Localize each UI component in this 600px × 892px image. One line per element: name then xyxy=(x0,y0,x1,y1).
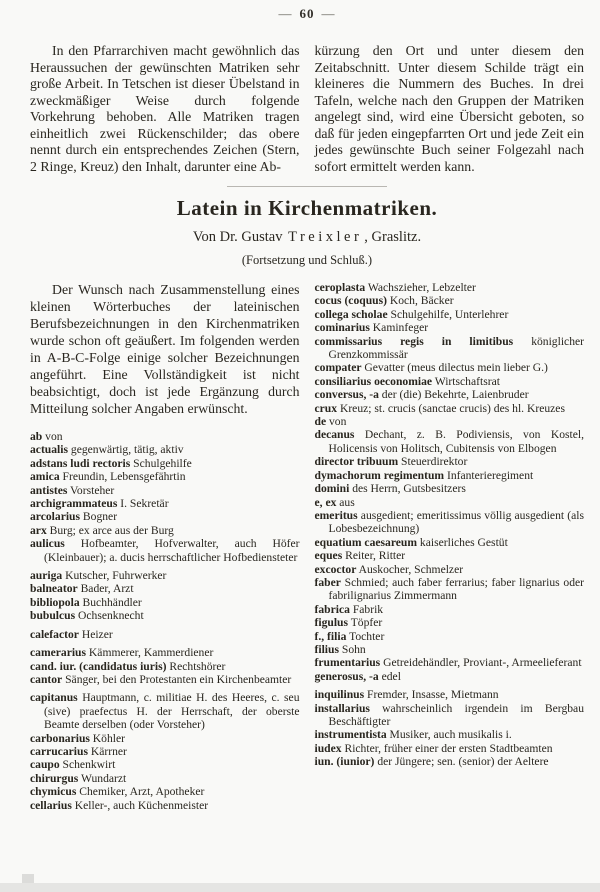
glossary-entry xyxy=(30,524,300,537)
latin-term: eques xyxy=(314,549,343,563)
latin-term: cellarius xyxy=(30,798,72,812)
german-definition: Bogner xyxy=(80,510,118,524)
latin-term: generosus, -a xyxy=(314,669,379,683)
german-definition: Hauptmann, c. militiae H. des Heeres, c. seu (sive) praefectus H. der Herrschaft, der oberste Beamte derselben (oder Vorsteher) xyxy=(44,691,300,732)
latin-term: conversus, -a xyxy=(314,388,379,402)
continuation-note: (Fortsetzung und Schluß.) xyxy=(241,253,373,267)
glossary-entry xyxy=(30,646,300,659)
glossary-entry xyxy=(30,470,300,483)
german-definition: der (die) Bekehrte, Laienbruder xyxy=(378,388,529,402)
page-number: 60 xyxy=(299,6,315,21)
german-definition: Töpfer xyxy=(348,616,383,630)
glossary-entries-left xyxy=(30,430,300,812)
glossary-entry xyxy=(315,702,585,729)
german-definition: Kreuz; st. crucis (sanctae crucis) des hl. Kreuzes xyxy=(337,401,565,415)
german-definition: Reiter, Ritter xyxy=(342,549,406,563)
german-definition: Musiker, auch musikalis i. xyxy=(386,728,512,742)
section-divider xyxy=(227,186,387,187)
german-definition: Chemiker, Arzt, Apotheker xyxy=(76,785,205,799)
glossary-entry xyxy=(315,428,585,455)
latin-term: collega scholae xyxy=(314,307,388,321)
german-definition: Richter, früher einer der ersten Stadtbeamten xyxy=(341,741,553,755)
glossary-entry xyxy=(30,660,300,673)
german-definition: Steuerdirektor xyxy=(398,455,468,469)
latin-term: bubulcus xyxy=(30,609,76,623)
glossary-entry xyxy=(30,484,300,497)
latin-term: caupo xyxy=(30,758,60,772)
latin-term: antistes xyxy=(30,483,68,497)
page-header xyxy=(30,6,584,22)
latin-term: decanus xyxy=(314,428,355,442)
glossary-entry xyxy=(315,742,585,755)
german-definition: Freundin, Lebensgefährtin xyxy=(59,470,186,484)
glossary-entry xyxy=(315,630,585,643)
latin-term: chymicus xyxy=(30,785,77,799)
latin-term: balneator xyxy=(30,582,78,596)
latin-term: emeritus xyxy=(314,508,358,522)
german-definition: des Herrn, Gutsbesitzers xyxy=(349,482,466,496)
glossary-entry xyxy=(315,415,585,428)
glossary-entry xyxy=(30,443,300,456)
german-definition: ausgedient; emeritissimus völlig ausgedient (als Lobesbezeichnung) xyxy=(328,508,584,536)
german-definition: I. Sekretär xyxy=(117,497,169,511)
latin-term: adstans ludi rectoris xyxy=(30,456,131,470)
glossary-entry xyxy=(315,308,585,321)
german-definition: Keller-, auch Küchenmeister xyxy=(71,798,209,812)
glossary-entry xyxy=(315,728,585,741)
latin-term: capitanus xyxy=(30,691,78,705)
latin-term: archigrammateus xyxy=(30,497,118,511)
author-name: Treixler xyxy=(288,229,363,245)
german-definition: Schenkwirt xyxy=(59,758,116,772)
glossary-entry xyxy=(30,732,300,745)
glossary-entry xyxy=(30,537,300,564)
german-definition: von xyxy=(326,415,347,429)
latin-term: consiliarius oeconomiae xyxy=(314,374,433,388)
scan-bottom-edge xyxy=(0,883,600,892)
latin-term: camerarius xyxy=(30,646,87,660)
latin-term: ab xyxy=(30,430,43,443)
top-right-paragraph: kürzung den Ort und unter diesem den Zeitabschnitt. Unter diesem Schilde trägt ein kleineres die Nummern des Buches. In drei Tafeln, welche nach den Gruppen der Matriken angelegt sind, wird eine Übersicht geboten, so daß für jeden eingepfarrten Ort und jede Zeit ein jedes gewünschte Buch seiner Folgezahl nach sofort ermittelt werden kann. xyxy=(314,43,584,174)
latin-term: arcolarius xyxy=(30,510,81,524)
glossary-entry xyxy=(315,375,585,388)
german-definition: edel xyxy=(378,669,401,683)
glossary-entry xyxy=(30,799,300,812)
german-definition: Sänger, bei den Protestanten ein Kirchenbeamter xyxy=(62,672,292,686)
previous-article-continuation xyxy=(30,43,584,175)
german-definition: Fremder, Insasse, Mietmann xyxy=(364,688,499,702)
glossary-entry xyxy=(315,509,585,536)
byline-prefix: Von Dr. Gustav xyxy=(192,229,287,245)
german-definition: Koch, Bäcker xyxy=(386,294,454,308)
german-definition: Burg; ex arce aus der Burg xyxy=(46,523,174,537)
german-definition: Köhler xyxy=(89,731,125,745)
glossary-entry xyxy=(315,670,585,683)
german-definition: Hofbeamter, Hofverwalter, auch Höfer (Kleinbauer); a. ducis herrschaftlicher Hofbediensteter xyxy=(44,537,300,564)
german-definition: Getreidehändler, Proviant-, Armeelieferant xyxy=(380,656,582,670)
german-definition: Bader, Arzt xyxy=(77,582,134,596)
german-definition: königlicher Grenzkommissär xyxy=(328,334,584,362)
latin-term: auriga xyxy=(30,569,63,583)
german-definition: Heizer xyxy=(78,627,113,641)
article-title: Latein in Kirchenmatriken. xyxy=(176,196,438,220)
latin-term: bibliopola xyxy=(30,595,80,609)
latin-term: inquilinus xyxy=(314,688,365,702)
article-byline xyxy=(30,229,584,246)
glossary-entry xyxy=(30,745,300,758)
glossary-entries-right xyxy=(315,281,585,769)
latin-term: actualis xyxy=(30,443,69,457)
latin-term: iudex xyxy=(314,741,342,755)
glossary-entry xyxy=(30,785,300,798)
glossary-entry xyxy=(315,335,585,362)
glossary-entry xyxy=(30,497,300,510)
glossary-entry xyxy=(315,281,585,294)
latin-term: excoctor xyxy=(314,562,357,576)
page-number-dash-left: — xyxy=(278,6,293,21)
german-definition: kaiserliches Gestüt xyxy=(417,535,508,549)
latin-term: iun. (iunior) xyxy=(314,755,375,769)
glossary-entry xyxy=(30,569,300,582)
latin-term: dymachorum regimentum xyxy=(314,468,445,482)
latin-term: installarius xyxy=(314,701,370,715)
latin-term: chirurgus xyxy=(30,771,79,785)
glossary-entry xyxy=(315,549,585,562)
german-definition: Schmied; auch faber ferrarius; faber lignarius oder fabrilignarius Zimmermann xyxy=(328,575,584,603)
glossary-entry xyxy=(315,616,585,629)
glossary-entry xyxy=(315,603,585,616)
latin-term: domini xyxy=(314,482,350,496)
german-definition: Schulgehilfe xyxy=(130,456,192,470)
german-definition: aus xyxy=(336,495,355,509)
german-definition: Vorsteher xyxy=(67,483,115,497)
latin-term: cocus (coquus) xyxy=(314,294,387,308)
glossary-entry xyxy=(30,628,300,641)
german-definition: Wachszieher, Lebzelter xyxy=(365,281,476,294)
german-definition: Kutscher, Fuhrwerker xyxy=(62,569,167,583)
glossary-entry xyxy=(315,469,585,482)
german-definition: Rechtshörer xyxy=(166,659,226,673)
glossary-entry xyxy=(315,361,585,374)
glossary-entry xyxy=(315,688,585,701)
german-definition: Sohn xyxy=(338,642,366,656)
glossary-entry xyxy=(315,576,585,603)
latin-term: figulus xyxy=(314,616,349,630)
glossary-entry xyxy=(30,582,300,595)
glossary-entry xyxy=(315,536,585,549)
german-definition: Wundarzt xyxy=(78,771,127,785)
german-definition: Ochsenknecht xyxy=(75,609,144,623)
german-definition: Kärrner xyxy=(87,744,127,758)
glossary-entry xyxy=(30,772,300,785)
latin-term: carbonarius xyxy=(30,731,90,745)
glossary-entry xyxy=(315,294,585,307)
latin-term: crux xyxy=(314,401,338,415)
glossary-entry xyxy=(315,402,585,415)
latin-term: cand. iur. (candidatus iuris) xyxy=(30,659,167,673)
latin-term: calefactor xyxy=(30,627,79,641)
latin-term: compater xyxy=(314,361,362,375)
glossary-entry xyxy=(30,510,300,523)
glossary-entry xyxy=(30,758,300,771)
top-left-paragraph: In den Pfarrarchiven macht gewöhnlich das Heraussuchen der gewünschten Matriken sehr große Arbeit. In Tetschen ist dieser Übelstand in zweckmäßiger Weise durch folgende Vorkehrung behoben. Alle Matriken tragen einheitlich zwei Rückenschilder; das obere nennt durch ein entsprechendes Zeichen (Stern, 2 Ringe, Kreuz) den Inhalt, darunter eine Ab- xyxy=(30,43,300,174)
glossary-entry xyxy=(315,321,585,334)
page-number-dash-right: — xyxy=(321,6,336,21)
glossary-right-column xyxy=(315,281,585,812)
glossary-entry xyxy=(30,457,300,470)
latin-term: f., filia xyxy=(314,629,347,643)
german-definition: Kaminfeger xyxy=(369,321,429,335)
german-definition: Schulgehilfe, Unterlehrer xyxy=(387,307,509,321)
glossary-entry xyxy=(30,673,300,686)
latin-term: ceroplasta xyxy=(314,281,366,294)
german-definition: Fabrik xyxy=(349,602,384,616)
latin-term: instrumentista xyxy=(314,728,387,742)
german-definition: Gevatter (meus dilectus mein lieber G.) xyxy=(361,361,548,375)
latin-term: cantor xyxy=(30,672,63,686)
german-definition: wahrscheinlich irgendein im Bergbau Beschäftigter xyxy=(328,701,584,728)
german-definition: Kämmerer, Kammerdiener xyxy=(86,646,214,660)
glossary-entry xyxy=(315,482,585,495)
german-definition: Auskocher, Schmelzer xyxy=(356,562,464,576)
latin-term: e, ex xyxy=(314,495,337,509)
latin-term: director tribuum xyxy=(314,455,399,469)
glossary-entry xyxy=(30,596,300,609)
latin-term: cominarius xyxy=(314,321,370,335)
german-definition: Dechant, z. B. Podiviensis, von Kostel, Holicensis von Holitsch, Cubitensis von Elbogen xyxy=(328,428,584,455)
glossary-entry xyxy=(315,643,585,656)
glossary-entry xyxy=(315,656,585,669)
glossary-columns xyxy=(30,281,584,812)
latin-term: fabrica xyxy=(314,602,350,616)
glossary-left-column xyxy=(30,281,300,812)
latin-term: equatium caesareum xyxy=(314,535,418,549)
german-definition: von xyxy=(42,430,63,443)
german-definition: Wirtschaftsrat xyxy=(432,374,500,388)
latin-term: frumentarius xyxy=(314,656,381,670)
german-definition: Infanterieregiment xyxy=(444,468,534,482)
german-definition: Tochter xyxy=(346,629,385,643)
glossary-entry xyxy=(30,430,300,443)
latin-term: aulicus xyxy=(30,537,65,551)
latin-term: filius xyxy=(314,642,339,656)
latin-term: amica xyxy=(30,470,60,484)
byline-suffix: , Graslitz. xyxy=(364,229,422,245)
german-definition: gegenwärtig, tätig, aktiv xyxy=(68,443,184,457)
glossary-entry xyxy=(30,609,300,622)
intro-paragraph: Der Wunsch nach Zusammenstellung eines kleinen Wörterbuches der lateinischen Berufsbezeichnungen in den Kirchenmatriken wurde schon oft geäußert. Im folgenden werden in A-B-C-Folge einige solcher Bezeichnungen angeführt. Eine Vollständigkeit ist nicht beabsichtigt, doch ist jede Ergänzung durch Mitteilung solcher Angaben erwünscht. xyxy=(30,282,300,416)
latin-term: arx xyxy=(30,523,47,537)
latin-term: faber xyxy=(314,575,341,589)
glossary-entry xyxy=(315,388,585,401)
glossary-entry xyxy=(315,563,585,576)
german-definition: Buchhändler xyxy=(79,595,142,609)
glossary-entry xyxy=(315,496,585,509)
glossary-entry xyxy=(30,691,300,731)
latin-term: carrucarius xyxy=(30,744,88,758)
glossary-entry xyxy=(315,755,585,768)
latin-term: de xyxy=(314,415,327,429)
german-definition: der Jüngere; sen. (senior) der Aeltere xyxy=(374,755,549,769)
glossary-entry xyxy=(315,455,585,468)
latin-term: commissarius regis in limitibus xyxy=(314,334,514,348)
